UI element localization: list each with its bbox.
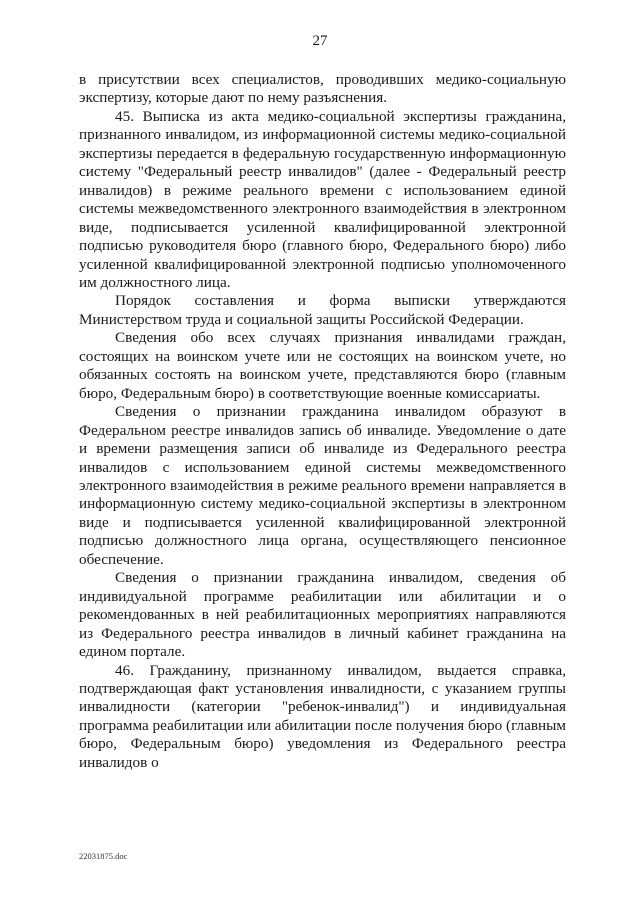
paragraph-military-records: Сведения обо всех случаях признания инвалидами граждан, состоящих на воинском учете или не состоящих на воинском учете, но обязанных состоять на воинском учете, представляются бюро (главным бюро, Федеральным бюро) в соответствующие военные комиссариаты. — [79, 329, 566, 402]
document-body — [79, 71, 566, 772]
paragraph-46: 46. Гражданину, признанному инвалидом, выдается справка, подтверждающая факт установления инвалидности, с указанием группы инвалидности (категории "ребенок-инвалид") и индивидуальная программа реабилитации или абилитации после получения бюро (главным бюро, Федеральным бюро) уведомления из Федерального реестра инвалидов о — [79, 661, 566, 771]
paragraph-45: 45. Выписка из акта медико-социальной экспертизы гражданина, признанного инвалидом, из информационной системы медико-социальной экспертизы передается в федеральную государственную информационную систему "Федеральный реестр инвалидов" (далее - Федеральный реестр инвалидов) в режиме реального времени с использованием единой системы межведомственного электронного взаимодействия в электронном виде, подписывается усиленной квалифицированной электронной подписью руководителя бюро (главного бюро, Федерального бюро) либо усиленной квалифицированной электронной подписью уполномоченного им должностного лица. — [79, 107, 566, 291]
page-number: 27 — [312, 33, 328, 49]
paragraph-extract-procedure: Порядок составления и форма выписки утверждаются Министерством труда и социальной защиты Российской Федерации. — [79, 292, 566, 328]
paragraph-registry-record: Сведения о признании гражданина инвалидом образуют в Федеральном реестре инвалидов запись об инвалиде. Уведомление о дате и времени размещения записи об инвалиде из Федерального реестра инвалидов с использованием единой системы межведомственного электронного взаимодействия в режиме реального времени направляется в информационную систему медико-социальной экспертизы в электронном виде и подписывается усиленной квалифицированной электронной подписью должностного лица органа, осуществляющего пенсионное обеспечение. — [79, 403, 566, 568]
document-file-code: 22031875.doc — [79, 851, 128, 861]
paragraph-personal-account: Сведения о признании гражданина инвалидом, сведения об индивидуальной программе реабилитации или абилитации и о рекомендованных в ней реабилитационных мероприятиях направляются из Федерального реестра инвалидов в личный кабинет гражданина на едином портале. — [79, 569, 566, 661]
paragraph-continuation: в присутствии всех специалистов, проводивших медико-социальную экспертизу, которые дают по нему разъяснения. — [79, 71, 566, 107]
